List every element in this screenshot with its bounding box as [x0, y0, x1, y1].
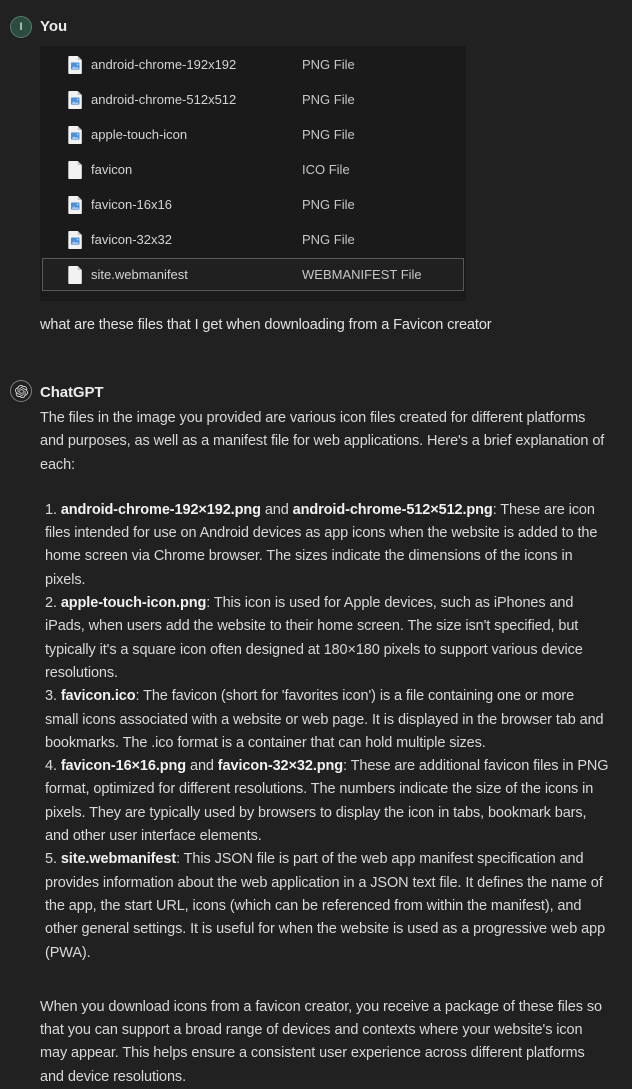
file-name: site.webmanifest	[91, 267, 188, 282]
file-explanation-list	[40, 499, 610, 965]
file-name: android-chrome-512x512	[91, 92, 237, 107]
file-list	[40, 46, 466, 291]
file-type: PNG File	[302, 92, 355, 107]
file-row	[42, 153, 464, 186]
user-message	[0, 0, 632, 336]
file-name: android-chrome-192x192	[91, 57, 237, 72]
file-row	[42, 83, 464, 116]
file-type: PNG File	[302, 232, 355, 247]
image-file-icon	[68, 56, 83, 74]
explanation-list-item: 1. android-chrome-192×192.png and android-chrome-512×512.png: These are icon files intended for use on Android devices as app icons when the website is added to the home screen via Chrome browser. The sizes indicate the dimensions of the icons in pixels.	[45, 501, 598, 588]
user-question-text: what are these files that I get when downloading from a Favicon creator	[40, 317, 492, 333]
image-file-icon	[68, 91, 83, 109]
file-type: PNG File	[302, 127, 355, 142]
file-type: PNG File	[302, 57, 355, 72]
chatgpt-logo-icon	[10, 380, 32, 402]
explanation-list-item: 4. favicon-16×16.png and favicon-32×32.png: These are additional favicon files in PNG format, optimized for different resolutions. The numbers indicate the size of the icons in pixels. They are typically used by browsers to display the icon in tabs, bookmark bars, and other user interface elements.	[45, 758, 609, 845]
file-type: ICO File	[302, 162, 350, 177]
file-row	[42, 258, 464, 291]
file-type: PNG File	[302, 197, 355, 212]
document-file-icon	[68, 161, 83, 179]
document-file-icon	[68, 266, 83, 284]
file-explorer-screenshot-attachment[interactable]	[40, 46, 466, 301]
file-name: apple-touch-icon	[91, 127, 188, 142]
user-author-label: You	[40, 18, 68, 35]
assistant-message	[0, 336, 632, 1089]
user-avatar-letter: I	[19, 21, 23, 33]
user-avatar	[10, 16, 32, 38]
image-file-icon	[68, 231, 83, 249]
file-row	[42, 48, 464, 81]
file-row	[42, 118, 464, 151]
file-name: favicon-16x16	[91, 197, 172, 212]
explanation-list-item: 3. favicon.ico: The favicon (short for 'favorites icon') is a file containing one or more small icons associated with a website or web page. It is displayed in the browser tab and bookmarks. The .ico format is a container that can hold multiple sizes.	[45, 688, 604, 751]
assistant-author-label: ChatGPT	[40, 384, 104, 401]
file-row	[42, 188, 464, 221]
explanation-list-item: 2. apple-touch-icon.png: This icon is used for Apple devices, such as iPhones and iPads, when users add the website to their home screen. The size isn't specified, but typically it's a square icon often designed at 180×180 pixels to support various device resolutions.	[45, 595, 583, 681]
file-type: WEBMANIFEST File	[302, 267, 422, 282]
explanation-list-item: 5. site.webmanifest: This JSON file is part of the web app manifest specification and provides information about the web application in a JSON text file. It defines the name of the app, the start URL, icons (which can be referenced from within the manifest), and other general settings. It is useful for when the website is used as a progressive web app (PWA).	[45, 851, 606, 961]
file-row	[42, 223, 464, 256]
image-file-icon	[68, 126, 83, 144]
image-file-icon	[68, 196, 83, 214]
file-name: favicon	[91, 162, 133, 177]
file-name: favicon-32x32	[91, 232, 172, 247]
assistant-outro-paragraph: When you download icons from a favicon creator, you receive a package of these files so that you can support a broad range of devices and contexts where your website's icon may appear. This helps ensure a consistent user experience across different platforms and device resolutions.	[40, 998, 602, 1085]
assistant-intro-paragraph: The files in the image you provided are various icon files created for different platforms and purposes, as well as a manifest file for web applications. Here's a brief explanation of each:	[40, 410, 605, 473]
